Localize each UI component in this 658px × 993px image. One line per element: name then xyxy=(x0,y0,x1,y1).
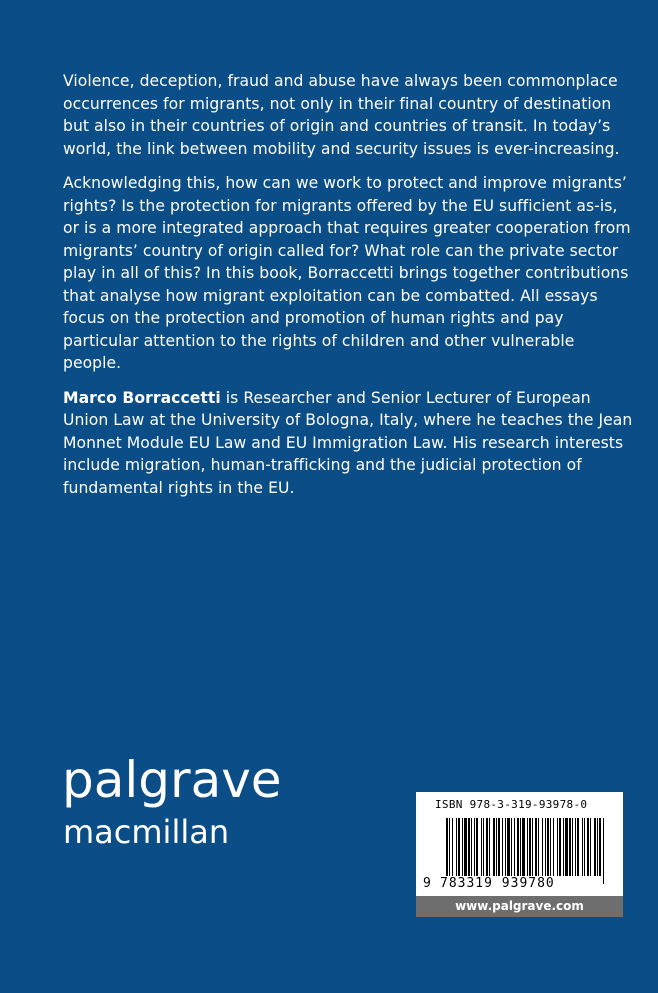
barcode-bar xyxy=(584,818,585,876)
barcode-bar xyxy=(505,818,506,876)
barcode-bar xyxy=(498,818,500,876)
barcode-bar xyxy=(577,818,579,876)
barcode-bar xyxy=(550,818,551,876)
barcode-bar xyxy=(456,818,457,876)
barcode-bar xyxy=(545,818,546,876)
barcode-bar xyxy=(559,818,561,876)
barcode-bar xyxy=(502,818,503,876)
barcode-bar xyxy=(520,818,521,876)
back-cover-blurb xyxy=(63,70,633,511)
barcode-bar xyxy=(575,818,576,876)
barcode-lead-digit: 9 xyxy=(423,876,431,891)
barcode-bar xyxy=(590,818,591,876)
barcode-bar xyxy=(507,818,510,876)
barcode-bar xyxy=(538,818,539,876)
barcode-bar xyxy=(542,818,543,876)
barcode-bar xyxy=(489,818,490,876)
blurb-paragraph-2: Acknowledging this, how can we work to protect and improve migrants’ rights? Is the protection for migrants offered by the EU sufficient as-is, or is a more integrated approach that requires greater cooperation from migrants’ country of origin called for? What role can the private sector play in all of this? In this book, Borraccetti brings together contributions that analyse how migrant exploitation can be combatted. All essays focus on the protection and promotion of human rights and pay particular attention to the rights of children and other vulnerable people. xyxy=(63,174,631,372)
barcode-bar xyxy=(471,818,472,876)
barcode-bar xyxy=(511,818,512,876)
barcode-bar xyxy=(527,818,528,884)
publisher-logo-macmillan: macmillan xyxy=(63,813,230,851)
barcode-bar xyxy=(476,818,478,876)
isbn-label: ISBN 978-3-319-93978-0 xyxy=(435,798,588,811)
barcode-bar xyxy=(462,818,463,876)
barcode-bar xyxy=(553,818,554,876)
barcode-bar xyxy=(452,818,453,876)
barcode-bar xyxy=(514,818,515,876)
barcode-bar xyxy=(582,818,583,876)
barcode-bar xyxy=(557,818,558,876)
publisher-website: www.palgrave.com xyxy=(416,896,623,917)
barcode-bar xyxy=(535,818,537,876)
isbn-barcode xyxy=(416,792,623,896)
barcode-bar xyxy=(565,818,568,876)
barcode-bar xyxy=(599,818,601,876)
barcode-bar xyxy=(569,818,571,876)
barcode-bar xyxy=(446,818,448,884)
barcode-bar xyxy=(587,818,589,876)
barcode-bar xyxy=(532,818,533,876)
barcode-bar xyxy=(458,818,460,876)
barcode-bar xyxy=(594,818,596,876)
barcode-bar xyxy=(481,818,482,876)
barcode-bar xyxy=(474,818,475,876)
author-bio-paragraph xyxy=(63,387,633,500)
barcode-bar xyxy=(522,818,525,876)
barcode-bar xyxy=(529,818,531,876)
barcode-bar xyxy=(563,818,564,876)
author-bio-text: is Researcher and Senior Lecturer of European Union Law at the University of Bologna, Italy, where he teaches the Jean Monnet Module EU Law and EU Immigration Law. His research interests include migration, human-trafficking and the judicial protection of fundamental rights in the EU. xyxy=(63,388,633,497)
publisher-logo-palgrave: palgrave xyxy=(62,751,282,809)
barcode-bar xyxy=(496,818,497,876)
blurb-paragraph-1: Violence, deception, fraud and abuse have always been commonplace occurrences for migrants, not only in their final country of destination but also in their countries of origin and countries of transit. In today’s world, the link between mobility and security issues is ever-increasing. xyxy=(63,72,620,158)
barcode-bar xyxy=(468,818,470,876)
barcode-bar xyxy=(572,818,573,876)
barcode-digits: 783319 939780 xyxy=(438,876,602,892)
barcode-bar xyxy=(603,818,604,884)
barcode-bar xyxy=(449,818,450,876)
barcode-bar xyxy=(464,818,467,876)
barcode-bar xyxy=(517,818,519,876)
barcode-bar xyxy=(486,818,488,876)
barcode-bar xyxy=(597,818,598,876)
barcode-bar xyxy=(483,818,484,876)
barcode-bar xyxy=(493,818,495,876)
author-name: Marco Borraccetti xyxy=(63,388,221,407)
barcode-bar xyxy=(547,818,549,876)
